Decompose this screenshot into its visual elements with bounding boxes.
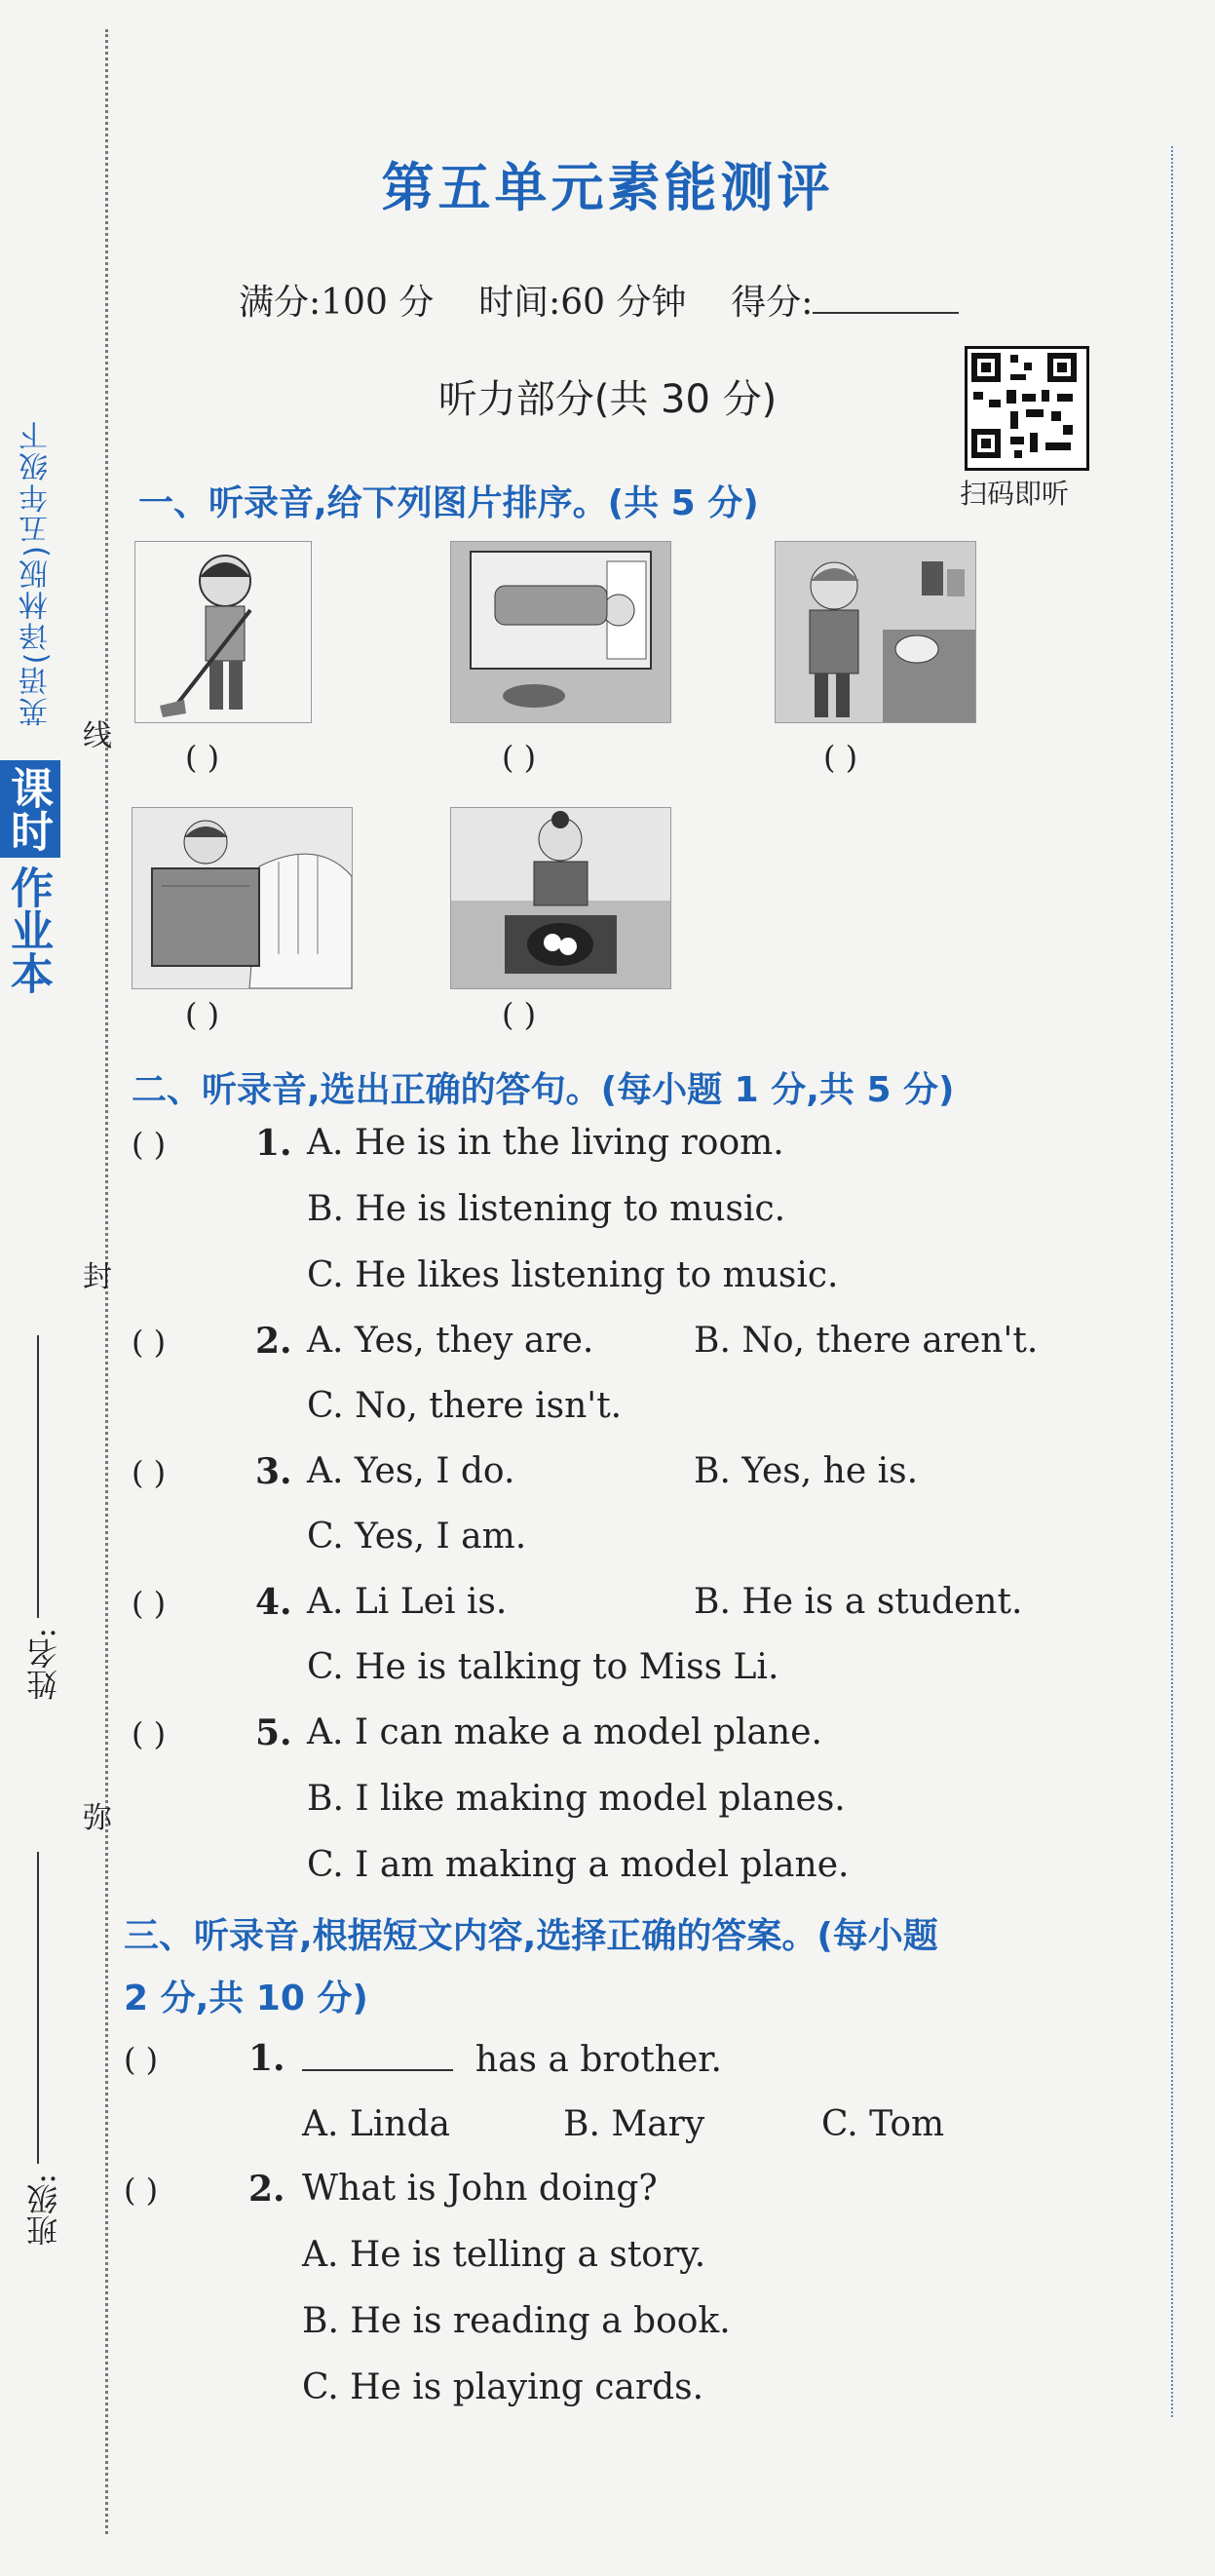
section1-answer-paren[interactable]: ( ): [185, 996, 220, 1033]
class-label: 班级:: [25, 2173, 62, 2247]
q2-1-option-c[interactable]: C. He likes listening to music.: [307, 1255, 839, 1295]
brand-box: 课时: [0, 760, 60, 858]
q3-1-option-b[interactable]: B. Mary: [563, 2104, 705, 2144]
qr-label: 扫码即听: [960, 478, 1070, 510]
q2-5-option-c[interactable]: C. I am making a model plane.: [307, 1845, 850, 1885]
score-blank[interactable]: [813, 283, 959, 314]
q2-3-option-a[interactable]: A. Yes, I do.: [307, 1451, 515, 1491]
section1-answer-paren[interactable]: ( ): [185, 739, 220, 776]
q2-5-option-b[interactable]: B. I like making model planes.: [307, 1779, 846, 1819]
q2-1-answer-paren[interactable]: ( ): [132, 1126, 167, 1163]
q2-1-number: 1.: [255, 1123, 292, 1164]
q2-2-number: 2.: [255, 1321, 292, 1362]
side-mark-xian: 线: [83, 719, 112, 753]
q3-1-option-c[interactable]: C. Tom: [821, 2104, 945, 2144]
q2-1-option-b[interactable]: B. He is listening to music.: [307, 1189, 786, 1229]
q2-4-option-b[interactable]: B. He is a student.: [694, 1582, 1023, 1622]
q2-1-option-a[interactable]: A. He is in the living room.: [307, 1123, 784, 1163]
score-label: 得分:: [731, 283, 814, 323]
q3-1-blank[interactable]: [302, 2038, 453, 2071]
picture-boy-sweeping: [134, 541, 312, 723]
q3-1-stem-text: has a brother.: [475, 2040, 722, 2080]
picture-girl-in-bed: [450, 541, 671, 723]
section3-heading-line1: 三、听录音,根据短文内容,选择正确的答案。(每小题: [124, 1916, 938, 1956]
q3-1-number: 1.: [248, 2038, 285, 2079]
section1-answer-paren[interactable]: ( ): [823, 739, 858, 776]
q3-2-answer-paren[interactable]: ( ): [124, 2172, 159, 2209]
picture-girl-cooking: [450, 807, 671, 989]
q3-2-option-a[interactable]: A. He is telling a story.: [302, 2235, 706, 2275]
part-title: 听力部分(共 30 分): [437, 377, 778, 422]
q2-3-answer-paren[interactable]: ( ): [132, 1454, 167, 1491]
q2-5-number: 5.: [255, 1712, 292, 1753]
picture-boy-making-bed: [132, 807, 353, 989]
brand-rest: 作业本: [3, 865, 53, 994]
side-mark-feng: 封: [83, 1260, 112, 1294]
q2-2-option-c[interactable]: C. No, there isn't.: [307, 1386, 623, 1426]
q2-3-option-b[interactable]: B. Yes, he is.: [694, 1451, 919, 1491]
picture-woman-washing-dishes: [775, 541, 976, 723]
q2-3-option-c[interactable]: C. Yes, I am.: [307, 1517, 527, 1557]
name-write-line[interactable]: [37, 1335, 39, 1618]
side-brand-logo: [3, 760, 60, 994]
section1-answer-paren[interactable]: ( ): [502, 996, 537, 1033]
q2-4-number: 4.: [255, 1582, 292, 1623]
q2-4-answer-paren[interactable]: ( ): [132, 1585, 167, 1622]
q2-4-option-c[interactable]: C. He is talking to Miss Li.: [307, 1647, 779, 1687]
name-label: 姓名:: [25, 1628, 62, 1701]
class-write-line[interactable]: [37, 1852, 39, 2164]
page-title: 第五单元素能测评: [381, 157, 834, 218]
q2-2-option-b[interactable]: B. No, there aren't.: [694, 1321, 1039, 1361]
time-limit: 时间:60 分钟: [478, 283, 687, 323]
side-mark-mi: 弥: [83, 1801, 112, 1835]
section3-heading-line2: 2 分,共 10 分): [124, 1979, 368, 2019]
score-info: [239, 275, 959, 325]
section1-answer-paren[interactable]: ( ): [502, 739, 537, 776]
q3-2-option-b[interactable]: B. He is reading a book.: [302, 2301, 731, 2341]
q3-2-stem: What is John doing?: [302, 2169, 658, 2209]
q3-1-stem: [302, 2038, 722, 2080]
section1-heading: 一、听录音,给下列图片排序。(共 5 分): [138, 483, 759, 523]
q2-5-answer-paren[interactable]: ( ): [132, 1715, 167, 1752]
q2-5-option-a[interactable]: A. I can make a model plane.: [307, 1712, 822, 1752]
q2-3-number: 3.: [255, 1451, 292, 1492]
q3-2-number: 2.: [248, 2169, 285, 2210]
q3-1-answer-paren[interactable]: ( ): [124, 2041, 159, 2078]
qr-code-icon[interactable]: [965, 346, 1089, 471]
full-score: 满分:100 分: [239, 283, 435, 323]
q3-1-option-a[interactable]: A. Linda: [302, 2104, 450, 2144]
q2-4-option-a[interactable]: A. Li Lei is.: [307, 1582, 508, 1622]
section2-heading: 二、听录音,选出正确的答句。(每小题 1 分,共 5 分): [132, 1070, 955, 1110]
q3-2-option-c[interactable]: C. He is playing cards.: [302, 2367, 704, 2407]
q2-2-option-a[interactable]: A. Yes, they are.: [307, 1321, 594, 1361]
side-series-label: 英语(译林版)五年级下: [19, 419, 54, 727]
right-margin-dotted-line: [1171, 146, 1173, 2417]
q2-2-answer-paren[interactable]: ( ): [132, 1324, 167, 1361]
